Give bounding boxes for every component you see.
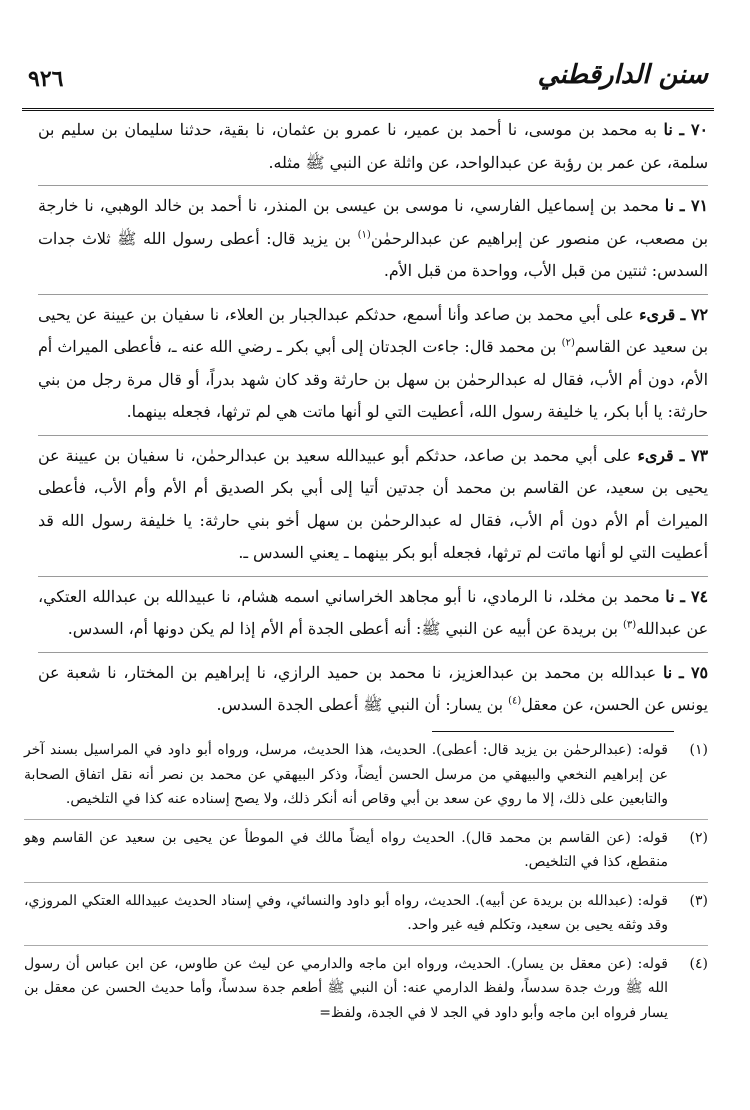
- hadith-75: [38, 657, 708, 728]
- hadith-73: [38, 440, 708, 577]
- footnote-3: [24, 889, 708, 946]
- hadith-text: على أبي محمد بن صاعد وأنا أسمع، حدثكم عبدالجبار بن العلاء، نا سفيان بن عيينة عن يحيى بن سعيد عن القاسم: [38, 304, 708, 356]
- hadith-72: [38, 299, 708, 436]
- hadith-71: [38, 190, 708, 295]
- footnote-number: (٣): [689, 892, 708, 909]
- hadith-text: عبدالله بن محمد بن عبدالعزيز، نا محمد بن حميد الرازي، نا إبراهيم بن المختار، نا شعبة عن يونس عن الحسن، عن معقل: [38, 662, 708, 714]
- footnote-4: [24, 952, 708, 1033]
- narration-keyword: نا: [665, 586, 675, 606]
- narration-keyword: قرىء: [639, 304, 676, 324]
- header-divider: [22, 108, 714, 111]
- hadith-number: ٧٣ ـ: [679, 445, 708, 465]
- hadith-number: ٧٥ ـ: [679, 662, 708, 682]
- hadith-number: ٧١ ـ: [679, 196, 708, 215]
- hadith-text-cont: بن محمد قال: جاءت الجدتان إلى أبي بكر ـ رضي الله عنه ـ، فأعطى الميراث أم الأم، دون أم الأب، فقال له عبدالرحمٰن بن سهل بن حارثة وقد كان شهد بدراً، أو قال مرة رجل من بني حارثة: يا أبا بكر، يا خليفة رسول الله، أعطيت التي لو أنها ماتت هي لم ترثها، فجعله بينهما.: [38, 337, 708, 421]
- book-title: سنن الدارقطني: [537, 60, 708, 90]
- footnote-text: قوله: (عبدالرحمٰن بن يزيد قال: أعطى). الحديث، هذا الحديث، مرسل، ورواه أبو داود في المراسيل بسند آخر عن إبراهيم النخعي والبيهقي من مرسل الحسن أيضاً، وذكر البيهقي عن محمد بن نصر أنه نقل اتفاق الصحابة والتابعين على ذلك، إلا ما روي عن سعد بن أبي وقاص أنه أنكر ذلك، ولا يصح إسناده عنه كذا في التلخيص.: [24, 742, 668, 807]
- footnote-divider: [432, 731, 674, 732]
- hadith-text-cont: بن يزيد قال: أعطى رسول الله ﷺ ثلاث جدات السدس: ثنتين من قبل الأب، وواحدة من قبل الأم.: [38, 228, 708, 280]
- hadith-number: ٧٤ ـ: [680, 586, 708, 606]
- footnote-number: (٤): [689, 955, 708, 972]
- hadith-text: على أبي محمد بن صاعد، حدثكم أبو عبيدالله سعيد بن عبدالرحمٰن، نا سفيان بن عيينة عن يحيى بن سعيد، عن القاسم بن محمد أن جدتين أتيا إلى أبي بكر الصديق أم الأم وأم الأب، فأعطى الميراث أم الأم دون أم الأب، فقال له عبدالرحمٰن بن سهل أخو بني حارثة: يا خليفة رسول الله قد أعطيت التي لو أنها ماتت لم ترثها، فجعله أبو بكر بينهما ـ يعني السدس ـ.: [38, 445, 708, 562]
- footnote-text: قوله: (عن معقل بن يسار). الحديث، ورواه ابن ماجه والدارمي عن ليث عن طاوس، عن ابن عباس أن رسول الله ﷺ ورث جدة سدساً، ولفظ الدارمي عنه: أن النبي ﷺ أطعم جدة سدساً، وأما حديث الحسن عن معقل بن يسار فرواه ابن ماجه وأبو داود في الجد لا في الجدة، ولفظ=: [24, 955, 668, 1021]
- footnote-2: [24, 826, 708, 883]
- hadith-text: محمد بن مخلد، نا الرمادي، نا أبو مجاهد الخراساني اسمه هشام، نا عبيدالله بن عبدالله العتكي، عن عبدالله: [38, 586, 708, 638]
- narration-keyword: نا: [662, 662, 673, 682]
- narration-keyword: نا: [664, 196, 674, 215]
- page-number: ٩٢٦: [28, 66, 64, 92]
- footnote-ref: (٢): [561, 337, 575, 349]
- hadith-text-cont: بن يسار: أن النبي ﷺ أعطى الجدة السدس.: [216, 695, 504, 714]
- footnotes: [24, 738, 708, 1038]
- footnote-ref: (٤): [508, 695, 522, 707]
- hadith-number: ٧٠ ـ: [679, 120, 708, 139]
- footnote-1: [24, 738, 708, 820]
- main-text: [38, 114, 708, 732]
- narration-keyword: قرىء: [637, 445, 674, 465]
- page-header: [28, 60, 708, 106]
- footnote-ref: (٣): [622, 619, 637, 631]
- hadith-number: ٧٢ ـ: [680, 304, 709, 324]
- hadith-text: محمد بن إسماعيل الفارسي، نا موسى بن عيسى بن المنذر، نا أحمد بن خالد الوهبي، نا خارجة بن مصعب، عن منصور عن إبراهيم عن عبدالرحمٰن: [38, 196, 709, 248]
- footnote-text: قوله: (عبدالله بن بريدة عن أبيه). الحديث، رواه أبو داود والنسائي، وفي إسناد الحديث عبيدالله العتكي المروزي، وقد وثقه يحيى بن سعيد، وتكلم فيه غير واحد.: [24, 892, 668, 933]
- footnote-text: قوله: (عن القاسم بن محمد قال). الحديث رواه أيضاً مالك في الموطأ عن يحيى بن سعيد عن القاسم وهو منقطع، كذا في التلخيص.: [24, 829, 668, 870]
- hadith-70: [38, 114, 708, 186]
- footnote-number: (٢): [689, 829, 708, 846]
- footnote-ref: (١): [357, 229, 371, 241]
- hadith-text-cont: بن بريدة عن أبيه عن النبي ﷺ: أنه أعطى الجدة أم الأم إذا لم يكن دونها أم، السدس.: [67, 619, 618, 638]
- footnote-number: (١): [689, 742, 708, 758]
- narration-keyword: نا: [663, 120, 673, 139]
- hadith-74: [38, 581, 708, 653]
- hadith-text: به محمد بن موسى، نا أحمد بن عمير، نا عمرو بن عثمان، نا بقية، حدثنا سليمان بن سليم بن سلمة، عن عمر بن رؤبة عن عبدالواحد، عن واثلة عن النبي ﷺ مثله.: [38, 120, 708, 172]
